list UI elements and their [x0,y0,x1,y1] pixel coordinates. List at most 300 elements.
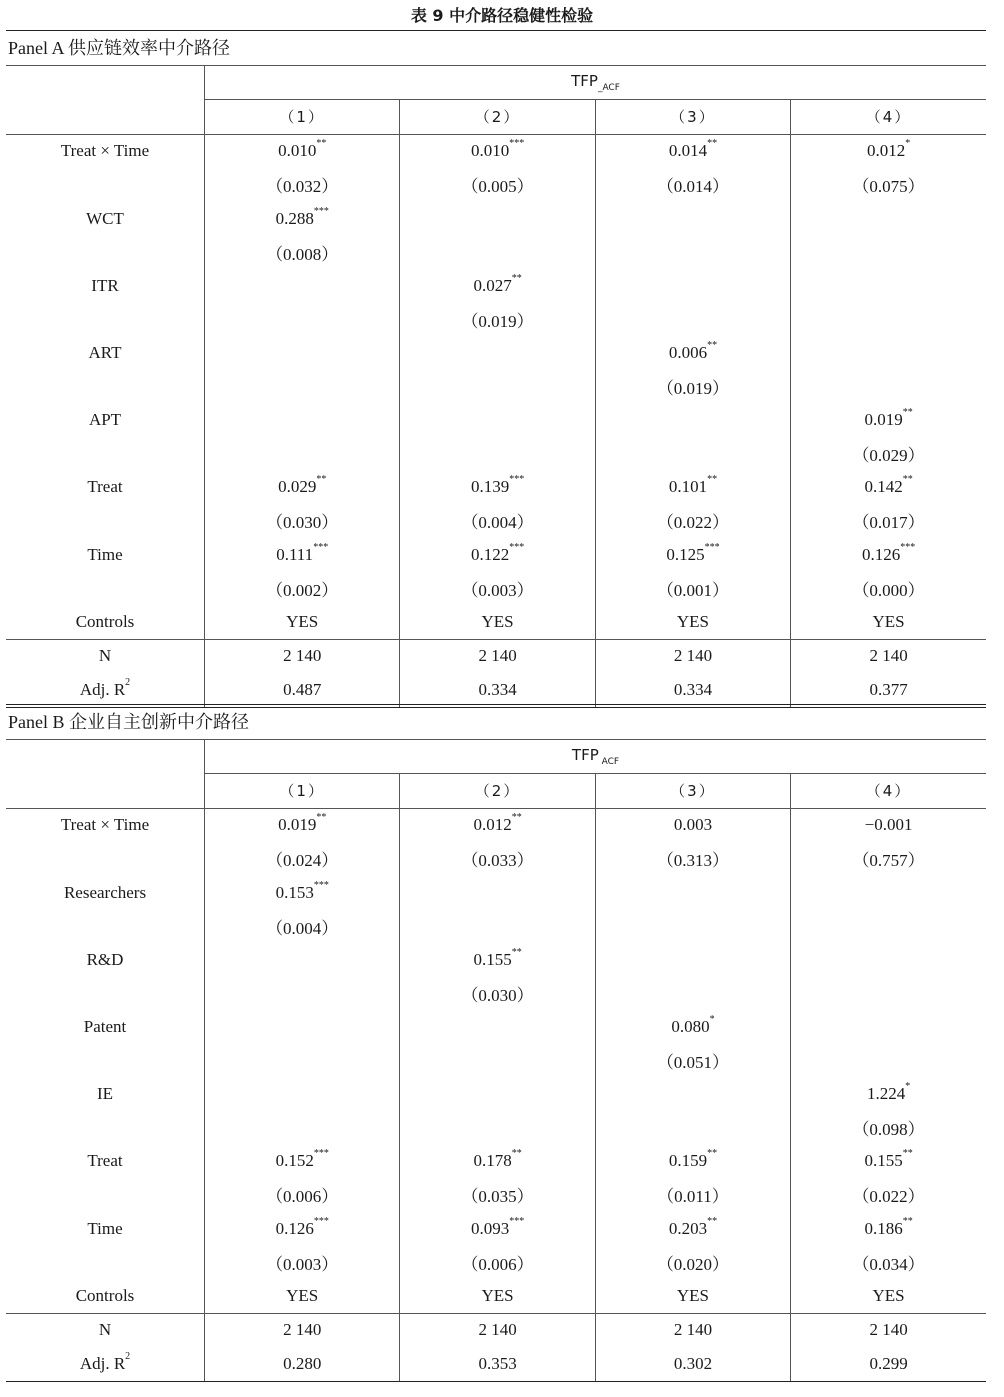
cell-value: 0.093 [470,1218,510,1238]
table-cell [595,876,790,910]
table-cell [205,909,400,943]
cell-value: （0.032） [266,177,339,197]
row-label: Treat [87,1151,123,1171]
table-cell [791,538,986,572]
table-cell [205,303,400,337]
cell-value: YES [676,611,709,631]
table-cell [791,1212,986,1246]
table-row [6,977,986,1011]
cell-value: （0.014） [656,177,730,197]
table-cell [205,876,400,910]
cell-value: YES [872,1285,905,1305]
row-label [6,673,205,707]
row-label: ITR [91,275,119,295]
table-row [6,909,986,943]
cell-value: （0.098） [852,1120,925,1140]
row-label: Treat × Time [6,134,205,168]
cell-value: 0.126 [275,1218,314,1238]
table-row [6,1044,986,1078]
table-row [6,437,986,471]
dep-var-name: TFP [571,72,598,90]
row-label: IE [96,1084,114,1104]
significance-stars: ** [707,138,718,150]
header-blank [6,100,205,135]
table-cell [791,605,986,639]
cell-value: （0.033） [461,851,534,871]
table-cell [595,1010,790,1044]
table-row [6,1245,986,1279]
table-cell [400,1111,595,1145]
cell-value: （0.019） [461,311,534,331]
cell-value: （0.006） [266,1187,339,1207]
table-cell [205,134,400,168]
table-cell [791,909,986,943]
table-cell [791,808,986,842]
cell-value: YES [286,1285,319,1305]
table-cell [595,437,790,471]
table-row [6,1145,986,1179]
table-cell [205,1212,400,1246]
cell-value: （0.022） [656,513,730,533]
table-cell [595,538,790,572]
cell-value: （0.024） [266,851,339,871]
cell-value: （0.019） [656,379,730,399]
table-row-adj-r2 [6,673,986,707]
table-cell: 2 140 [400,639,595,673]
cell-value: 0.125 [666,544,705,564]
dep-var-subscript: _ACF [597,83,620,93]
column-header: （3） [595,100,790,135]
row-label [6,1111,205,1145]
table-cell: 2 140 [400,1313,595,1347]
cell-value: 0.019 [278,815,317,835]
table-cell [400,842,595,876]
cell-value: 0.010 [470,141,510,161]
cell-value: 1.224 [866,1084,906,1104]
row-label [6,303,205,337]
cell-value: 0.126 [861,544,901,564]
table-cell [205,235,400,269]
table-cell [595,808,790,842]
header-row-depvar [6,66,986,100]
cell-value: （0.017） [852,513,925,533]
table-cell [400,1279,595,1313]
cell-value: 0.003 [673,815,713,835]
column-header: （4） [791,100,986,135]
table-cell [205,370,400,404]
table-cell [791,1178,986,1212]
table-cell [205,977,400,1011]
table-cell [595,269,790,303]
table-cell [400,1077,595,1111]
table-cell [791,1145,986,1179]
table-cell [791,403,986,437]
table-cell [791,471,986,505]
significance-stars: ** [316,812,327,824]
table-row [6,943,986,977]
row-label [6,504,205,538]
cell-value: （0.075） [852,177,925,197]
table-row [6,336,986,370]
cell-value: （0.011） [657,1187,729,1207]
table-cell [791,1279,986,1313]
table-cell [400,403,595,437]
table-cell [595,1245,790,1279]
table-cell [205,471,400,505]
table-cell [791,370,986,404]
row-label: R&D [86,949,124,969]
significance-stars: *** [313,541,329,553]
row-label [6,571,205,605]
table-row [6,202,986,236]
table-cell [400,303,595,337]
table-cell [205,842,400,876]
row-label [6,370,205,404]
table-cell [400,235,595,269]
cell-value: YES [676,1285,709,1305]
significance-stars: * [905,138,911,150]
table-cell [205,202,400,236]
r2-label: Adj. R [79,679,126,699]
dep-var-subscript: ACF [598,757,620,767]
table-cell [400,571,595,605]
table-cell [205,1145,400,1179]
significance-stars: *** [509,541,525,553]
table-row [6,1010,986,1044]
row-label [6,1178,205,1212]
table-row [6,504,986,538]
table-cell [791,842,986,876]
table-cell [595,1212,790,1246]
table-cell [400,808,595,842]
table-row [6,471,986,505]
row-label: Patent [83,1016,127,1036]
table-row [6,303,986,337]
cell-value: （0.020） [656,1254,730,1274]
cell-value: 0.010 [278,141,317,161]
table-cell: 0.299 [791,1347,986,1381]
cell-value: 0.019 [864,410,903,430]
cell-value: （0.004） [266,918,339,938]
table-cell [595,605,790,639]
table-cell: 0.302 [595,1347,790,1381]
table-cell [400,1145,595,1179]
significance-stars: *** [313,1215,329,1227]
table-row [6,1279,986,1313]
cell-value: （0.003） [461,580,534,600]
table-cell [791,202,986,236]
table-cell [400,538,595,572]
table-cell [205,504,400,538]
row-label [6,235,205,269]
table-cell [205,1044,400,1078]
table-cell [400,134,595,168]
table-cell [400,605,595,639]
cell-value: YES [481,1285,514,1305]
panel-label: Panel A 供应链效率中介路径 [8,38,231,58]
table-cell [205,943,400,977]
row-label [6,1347,205,1381]
table-cell [791,336,986,370]
r2-superscript: 2 [125,676,131,688]
table-row [6,605,986,639]
table-cell [400,1212,595,1246]
significance-stars: *** [509,1215,525,1227]
cell-value: 0.006 [668,342,708,362]
table-cell: 2 140 [595,1313,790,1347]
cell-value: 0.155 [473,949,512,969]
table-cell [595,202,790,236]
table-cell [791,235,986,269]
column-header: （1） [205,100,400,135]
table-cell [595,1279,790,1313]
dependent-variable [205,66,987,100]
cell-value: 0.153 [275,882,314,902]
table-row [6,876,986,910]
cell-value: 0.139 [470,477,510,497]
column-header: （2） [400,774,595,809]
cell-value: 0.029 [278,477,317,497]
cell-value: （0.006） [461,1254,534,1274]
header-row-columns [6,100,986,135]
table-row-adj-r2 [6,1347,986,1381]
significance-stars: *** [900,541,916,553]
significance-stars: * [709,1013,715,1025]
cell-value: 0.014 [668,141,708,161]
table-cell [595,1145,790,1179]
header-blank [6,774,205,809]
table-cell [400,1178,595,1212]
table-cell [595,1178,790,1212]
significance-stars: *** [509,474,525,486]
significance-stars: ** [511,812,522,824]
significance-stars: ** [707,1148,718,1160]
column-header: （1） [205,774,400,809]
table-cell [791,1010,986,1044]
cell-value: YES [286,611,319,631]
cell-value: −0.001 [864,815,913,835]
table-cell [791,977,986,1011]
header-blank [6,66,205,100]
table-cell [791,1044,986,1078]
row-label: WCT [86,208,124,228]
significance-stars: ** [902,1215,913,1227]
row-label: Controls [75,611,135,631]
row-label [6,977,205,1011]
table-row [6,571,986,605]
cell-value: （0.000） [852,580,925,600]
table-cell [400,1044,595,1078]
table-cell [791,1111,986,1145]
significance-stars: *** [509,138,525,150]
table-row [6,538,986,572]
cell-value: （0.030） [461,985,534,1005]
table-cell [595,235,790,269]
row-label: ART [88,342,122,362]
table-cell [791,168,986,202]
cell-value: 0.111 [276,544,314,564]
panel-bottom-rule [6,1381,986,1382]
table-row [6,269,986,303]
table-cell [400,1245,595,1279]
table-cell: 0.334 [400,673,595,707]
header-row-depvar [6,740,986,774]
cell-value: 0.178 [473,1151,512,1171]
table-cell [595,909,790,943]
table-cell [400,437,595,471]
row-label [6,909,205,943]
table-cell [595,943,790,977]
r2-superscript: 2 [125,1350,131,1362]
row-label: APT [88,410,122,430]
table-cell [205,269,400,303]
cell-value: （0.034） [852,1254,925,1274]
column-header: （2） [400,100,595,135]
significance-stars: *** [704,541,720,553]
table-row [6,370,986,404]
row-label: Treat [87,477,123,497]
table-cell [205,1010,400,1044]
row-label [6,842,205,876]
table-cell [400,202,595,236]
table-cell [205,538,400,572]
row-label [6,1044,205,1078]
table-cell [205,403,400,437]
cell-value: （0.757） [852,851,925,871]
table-cell [595,977,790,1011]
table-cell [400,471,595,505]
table-cell [595,403,790,437]
table-row [6,235,986,269]
table-cell: 0.353 [400,1347,595,1381]
table-cell [595,571,790,605]
cell-value: （0.313） [656,851,730,871]
significance-stars: ** [511,946,522,958]
row-label: Researchers [63,882,147,902]
table-cell: 0.334 [595,673,790,707]
table-cell [791,504,986,538]
cell-value: 0.012 [866,141,906,161]
table-cell: 2 140 [205,1313,400,1347]
table-row-n [6,1313,986,1347]
cell-value: 0.027 [473,275,512,295]
row-label: Time [87,1218,123,1238]
table-cell [400,909,595,943]
table-cell: 2 140 [791,1313,986,1347]
significance-stars: ** [707,474,718,486]
table-cell [791,571,986,605]
column-header: （3） [595,774,790,809]
cell-value: 0.186 [864,1218,903,1238]
cell-value: 0.155 [864,1151,903,1171]
table-cell [205,605,400,639]
table-row-n [6,639,986,673]
significance-stars: ** [316,474,327,486]
table-cell [595,303,790,337]
significance-stars: ** [511,1148,522,1160]
table-row [6,134,986,168]
cell-value: （0.022） [852,1187,925,1207]
dependent-variable [205,740,987,774]
table-cell [205,1245,400,1279]
table-cell [205,168,400,202]
significance-stars: ** [902,407,913,419]
table-cell: 2 140 [205,639,400,673]
table-cell: 2 140 [595,639,790,673]
table-cell [205,1279,400,1313]
table-cell [791,303,986,337]
table-cell [400,977,595,1011]
table-cell [205,1077,400,1111]
table-cell [595,168,790,202]
row-label: Controls [75,1285,135,1305]
table-row [6,1111,986,1145]
table-cell [595,1111,790,1145]
table-cell [400,1010,595,1044]
cell-value: YES [872,611,905,631]
column-header: （4） [791,774,986,809]
significance-stars: *** [313,205,329,217]
cell-value: 0.159 [668,1151,708,1171]
cell-value: （0.001） [656,580,730,600]
row-label [6,437,205,471]
table-row [6,1077,986,1111]
row-label: N [6,1313,205,1347]
table-cell [791,943,986,977]
table-cell [400,370,595,404]
significance-stars: ** [511,272,522,284]
significance-stars: * [905,1081,911,1093]
table-cell [400,336,595,370]
table-cell [205,336,400,370]
cell-value: （0.051） [656,1053,730,1073]
cell-value: 0.142 [864,477,903,497]
row-label: Time [87,544,123,564]
table-cell: 0.377 [791,673,986,707]
table-cell [400,943,595,977]
cell-value: 0.122 [470,544,510,564]
table-row [6,1212,986,1246]
significance-stars: ** [316,138,327,150]
cell-value: YES [481,611,514,631]
table-cell [400,168,595,202]
r2-label: Adj. R [79,1353,126,1373]
row-label [6,168,205,202]
significance-stars: ** [902,474,913,486]
significance-stars: *** [313,879,329,891]
cell-value: （0.002） [266,580,339,600]
panel-b [6,704,986,1382]
table-row [6,403,986,437]
cell-value: （0.003） [266,1254,339,1274]
panel-label: Panel B 企业自主创新中介路径 [8,712,249,732]
table-cell [791,269,986,303]
cell-value: （0.035） [461,1187,534,1207]
table-cell [595,1077,790,1111]
table-cell [205,1111,400,1145]
cell-value: 0.203 [668,1218,708,1238]
cell-value: 0.152 [275,1151,314,1171]
table-cell: 2 140 [791,639,986,673]
table-cell [791,437,986,471]
dep-var-name: TFP [571,746,599,764]
row-label [6,1245,205,1279]
cell-value: （0.005） [461,177,534,197]
table-cell [595,370,790,404]
table-cell [595,504,790,538]
row-label: N [6,639,205,673]
panel-a [6,30,986,708]
